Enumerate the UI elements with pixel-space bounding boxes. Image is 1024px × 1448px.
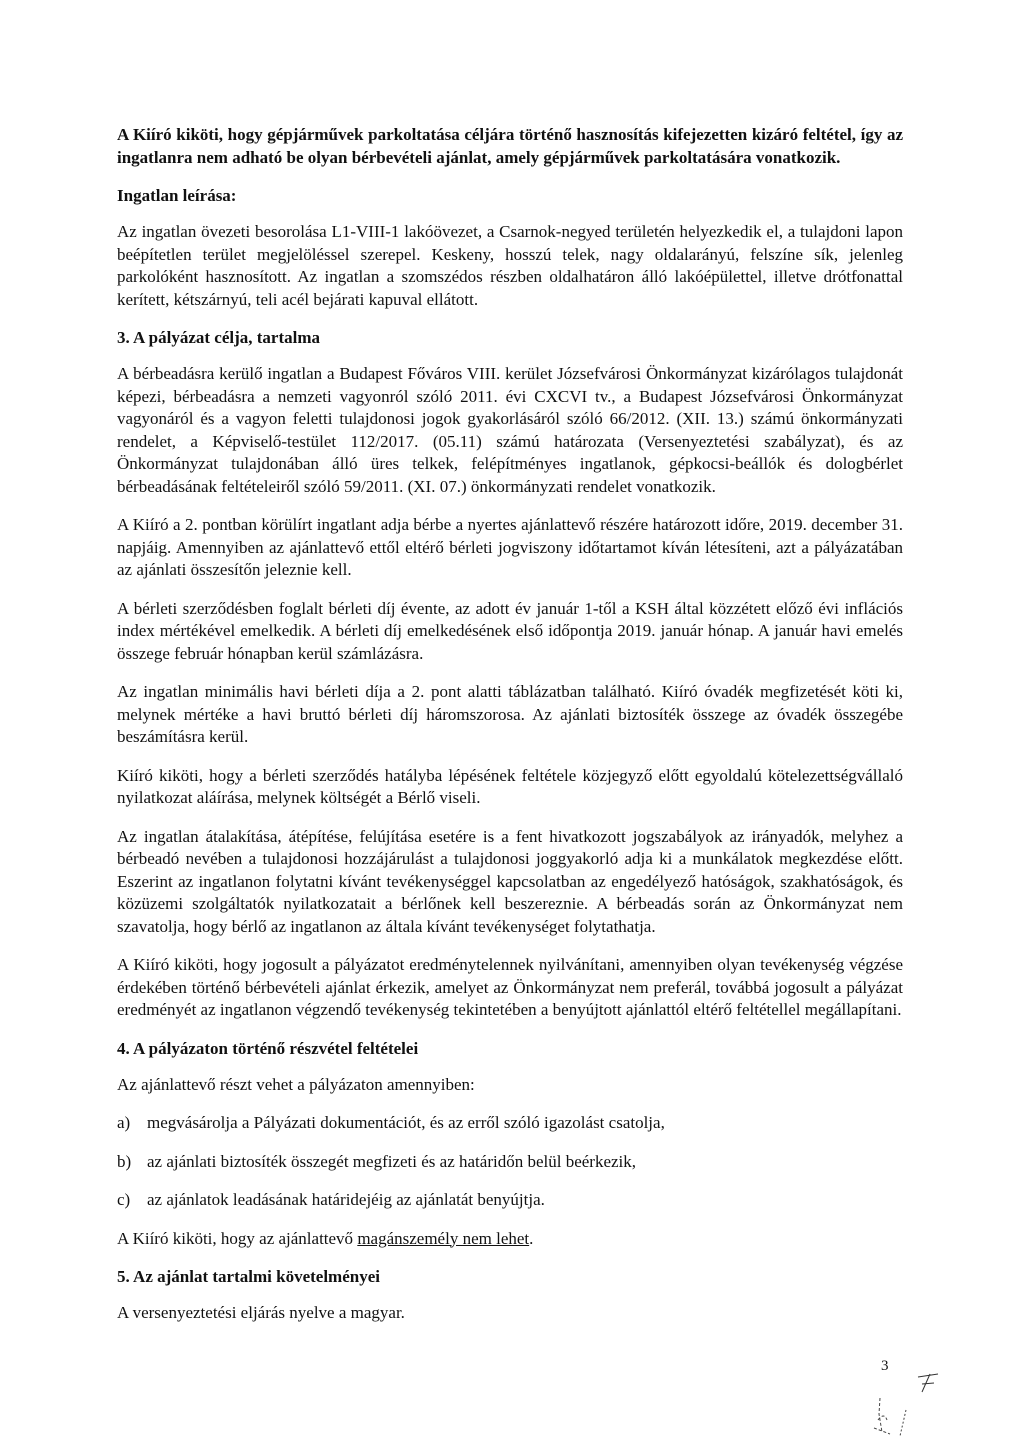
section-3-paragraph: Az ingatlan minimális havi bérleti díja a 2. pont alatti táblázatban található. Kiíró óvadék megfizetését köti ki, melynek mértéke a havi bruttó bérleti díj háromszorosa. Az ajánlati biztosíték összege az óvadék összegébe beszámításra kerül. (117, 682, 903, 746)
section-3-paragraph: Az ingatlan átalakítása, átépítése, felújítása esetére is a fent hivatkozott jogszabályok az irányadók, melyhez a bérbeadó nevében a tulajdonosi hozzájárulást a tulajdonosi joggyakorló adja ki a munkálatok megkezdése előtt. Eszerint az ingatlanon folytatni kívánt tevékenységgel kapcsolatban az engedélyező hatóságok, szakhatóságok, és közüzemi szolgáltatók nyilatkozatait a bérlőnek kell beszereznie. A bérbeadás során az Önkormányzat nem szavatolja, hogy bérlő az ingatlanon az általa kívánt tevékenységet folytathatja. (117, 826, 903, 936)
section-3-paragraph: A bérleti szerződésben foglalt bérleti díj évente, az adott év január 1-től a KSH által közzétett előző évi inflációs index mértékével emelkedik. A bérleti díj emelkedésének első időpontja 2019. január hónap. A január havi emelés összege február hónapban kerül számlázásra. (117, 598, 903, 663)
list-item-text: az ajánlati biztosíték összegét megfizeti és az határidőn belül beérkezik, (147, 1151, 637, 1171)
section-5-text: A versenyeztetési eljárás nyelve a magyar. (117, 1303, 405, 1322)
list-marker: b) (117, 1151, 132, 1171)
list-marker: a) (117, 1113, 131, 1132)
closing-underlined-text: magánszemély nem lehet (357, 1228, 530, 1248)
closing-period: . (529, 1228, 534, 1248)
section-4-closing (117, 1228, 903, 1251)
section-3-paragraph: Kiíró kiköti, hogy a bérleti szerződés hatályba lépésének feltétele közjegyző előtt egyoldalú kötelezettségvállaló nyilatkozat aláírása, melynek költségét a Bérlő viseli. (117, 765, 903, 807)
list-item (117, 1112, 903, 1135)
section-3-paragraph: A bérbeadásra kerülő ingatlan a Budapest Főváros VIII. kerület Józsefvárosi Önkormányzat kizárólagos tulajdonát képezi, bérbeadásra a nemzeti vagyonról szóló 2011. évi CXCVI tv., a Budapest Józsefvárosi Önkormányzat vagyonáról és a vagyon feletti tulajdonosi jogok gyakorlásáról szóló 66/2012. (XII. 13.) számú önkormányzati rendelet, a Képviselő-testület 112/2017. (05.11) számú határozata (Versenyeztetési szabályzat), és az Önkormányzat tulajdonában álló üres telkek, felépítményes ingatlanok, gépkocsi-beállók és dologbérlet bérbeadásának feltételeiről szóló 59/2011. (XI. 07.) önkormányzati rendelet vonatkozik. (117, 364, 903, 496)
section-4-heading: 4. A pályázaton történő részvétel feltételei (117, 1038, 419, 1058)
section-3-paragraph: A Kiíró kiköti, hogy jogosult a pályázatot eredménytelennek nyilvánítani, amennyiben olyan tevékenység végzése érdekében történő bérbevételi ajánlat érkezik, amelyet az Önkormányzat nem preferál, továbbá jogosult a pályázat eredményét az ingatlanon végzendő tevékenység tekintetében a benyújtott ajánlattól eltérő feltétellel megállapítani. (117, 955, 903, 1019)
property-heading: Ingatlan leírása: (117, 186, 237, 205)
section-5-heading: 5. Az ajánlat tartalmi követelményei (117, 1267, 380, 1286)
list-item (117, 1189, 903, 1212)
closing-text: A Kiíró kiköti, hogy az ajánlattevő (117, 1228, 358, 1248)
intro-paragraph: A Kiíró kiköti, hogy gépjárművek parkoltatása céljára történő hasznosítás kifejezetten kizáró feltétel, így az ingatlanra nem adható be olyan bérbevételi ajánlat, amely gépjárművek parkoltatására vonatkozik. (117, 125, 903, 167)
page-number: 3 (881, 1358, 889, 1374)
handwritten-initials (860, 1362, 940, 1442)
list-item-text: megvásárolja a Pályázati dokumentációt, és az erről szóló igazolást csatolja, (147, 1113, 665, 1132)
list-marker: c) (117, 1190, 131, 1209)
document-body (117, 124, 903, 1325)
section-4-intro: Az ajánlattevő részt vehet a pályázaton amennyiben: (117, 1074, 475, 1094)
property-description: Az ingatlan övezeti besorolása L1-VIII-1 lakóövezet, a Csarnok-negyed területén helyezkedik el, a tulajdoni lapon beépítetlen terület megjelöléssel szerepel. Keskeny, hosszú telek, nagy oldalarányú, felszíne sík, jelenleg parkolóként hasznosított. Az ingatlan a szomszédos részben oldalhatáron álló lakóépülettel, illetve drótfonattal kerített, kétszárnyú, teli acél bejárati kapuval ellátott. (117, 222, 903, 309)
list-item-text: az ajánlatok leadásának határidejéig az ajánlatát benyújtja. (147, 1190, 545, 1209)
section-3-heading: 3. A pályázat célja, tartalma (117, 328, 321, 347)
list-item (117, 1151, 903, 1174)
section-3-paragraph: A Kiíró a 2. pontban körülírt ingatlant adja bérbe a nyertes ajánlattevő részére határozott időre, 2019. december 31. napjáig. Amennyiben az ajánlattevő ettől eltérő bérleti jogviszony időtartamot kíván létesíteni, azt a pályázatában az ajánlati összesítőn jeleznie kell. (117, 515, 903, 579)
